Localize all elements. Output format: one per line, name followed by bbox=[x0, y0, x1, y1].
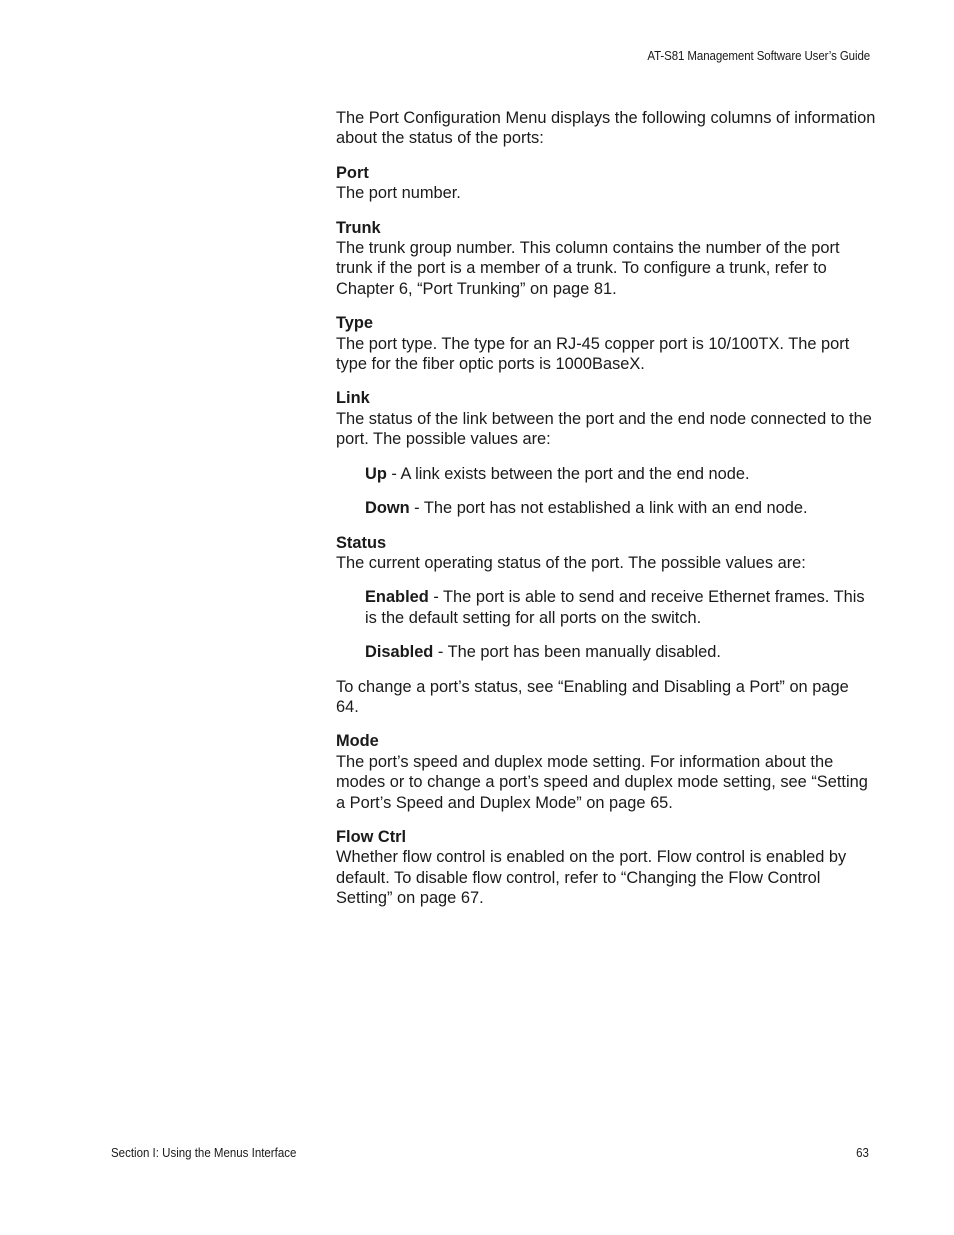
status-value-disabled-term: Disabled bbox=[365, 643, 434, 662]
link-value-up bbox=[365, 464, 876, 484]
term-status bbox=[336, 533, 876, 574]
term-body-type: The port type. The type for an RJ-45 copper port is 10/100TX. The port type for the fiber optic ports is 1000BaseX. bbox=[336, 334, 850, 374]
term-title-port: Port bbox=[336, 163, 369, 182]
footer-page-number: 63 bbox=[856, 1146, 869, 1160]
term-body-link: The status of the link between the port and the end node connected to the port. The possible values are: bbox=[336, 409, 872, 449]
status-value-disabled bbox=[365, 642, 876, 662]
term-body-status: The current operating status of the port. The possible values are: bbox=[336, 553, 806, 572]
status-value-enabled-term: Enabled bbox=[365, 588, 429, 607]
link-value-up-desc: - A link exists between the port and the end node. bbox=[386, 464, 750, 483]
term-trunk bbox=[336, 218, 876, 300]
status-value-enabled-desc: - The port is able to send and receive Ethernet frames. This is the default setting for all ports on the switch. bbox=[365, 588, 865, 627]
link-value-up-term: Up bbox=[365, 464, 387, 483]
footer-section-label: Section I: Using the Menus Interface bbox=[111, 1146, 297, 1160]
status-note: To change a port’s status, see “Enabling and Disabling a Port” on page 64. bbox=[336, 677, 849, 716]
term-type bbox=[336, 313, 876, 374]
intro-paragraph: The Port Configuration Menu displays the following columns of information about the status of the ports: bbox=[336, 109, 876, 148]
term-mode bbox=[336, 731, 876, 813]
term-port bbox=[336, 163, 876, 204]
page-content bbox=[336, 108, 876, 923]
term-title-link: Link bbox=[336, 389, 370, 408]
term-body-mode: The port’s speed and duplex mode setting. For information about the modes or to change a port’s speed and duplex mode setting, see “Setting a Port’s Speed and Duplex Mode” on page 65. bbox=[336, 752, 868, 812]
term-title-status: Status bbox=[336, 533, 387, 552]
term-body-trunk: The trunk group number. This column contains the number of the port trunk if the port is a member of a trunk. To configure a trunk, refer to Chapter 6, “Port Trunking” on page 81. bbox=[336, 239, 840, 298]
running-header: AT-S81 Management Software User’s Guide bbox=[647, 49, 870, 63]
term-link bbox=[336, 388, 876, 449]
link-value-down-desc: - The port has not established a link with an end node. bbox=[409, 499, 808, 518]
status-value-disabled-desc: - The port has been manually disabled. bbox=[433, 643, 721, 662]
term-flow-ctrl bbox=[336, 827, 876, 909]
term-title-type: Type bbox=[336, 314, 374, 333]
term-body-port: The port number. bbox=[336, 184, 461, 203]
term-body-flow-ctrl: Whether flow control is enabled on the port. Flow control is enabled by default. To disable flow control, refer to “Changing the Flow Control Setting” on page 67. bbox=[336, 848, 847, 908]
term-title-mode: Mode bbox=[336, 732, 379, 751]
term-title-trunk: Trunk bbox=[336, 218, 381, 237]
link-value-down-term: Down bbox=[365, 499, 410, 518]
link-value-down bbox=[365, 498, 876, 518]
term-title-flow-ctrl: Flow Ctrl bbox=[336, 827, 407, 846]
status-value-enabled bbox=[365, 587, 876, 628]
